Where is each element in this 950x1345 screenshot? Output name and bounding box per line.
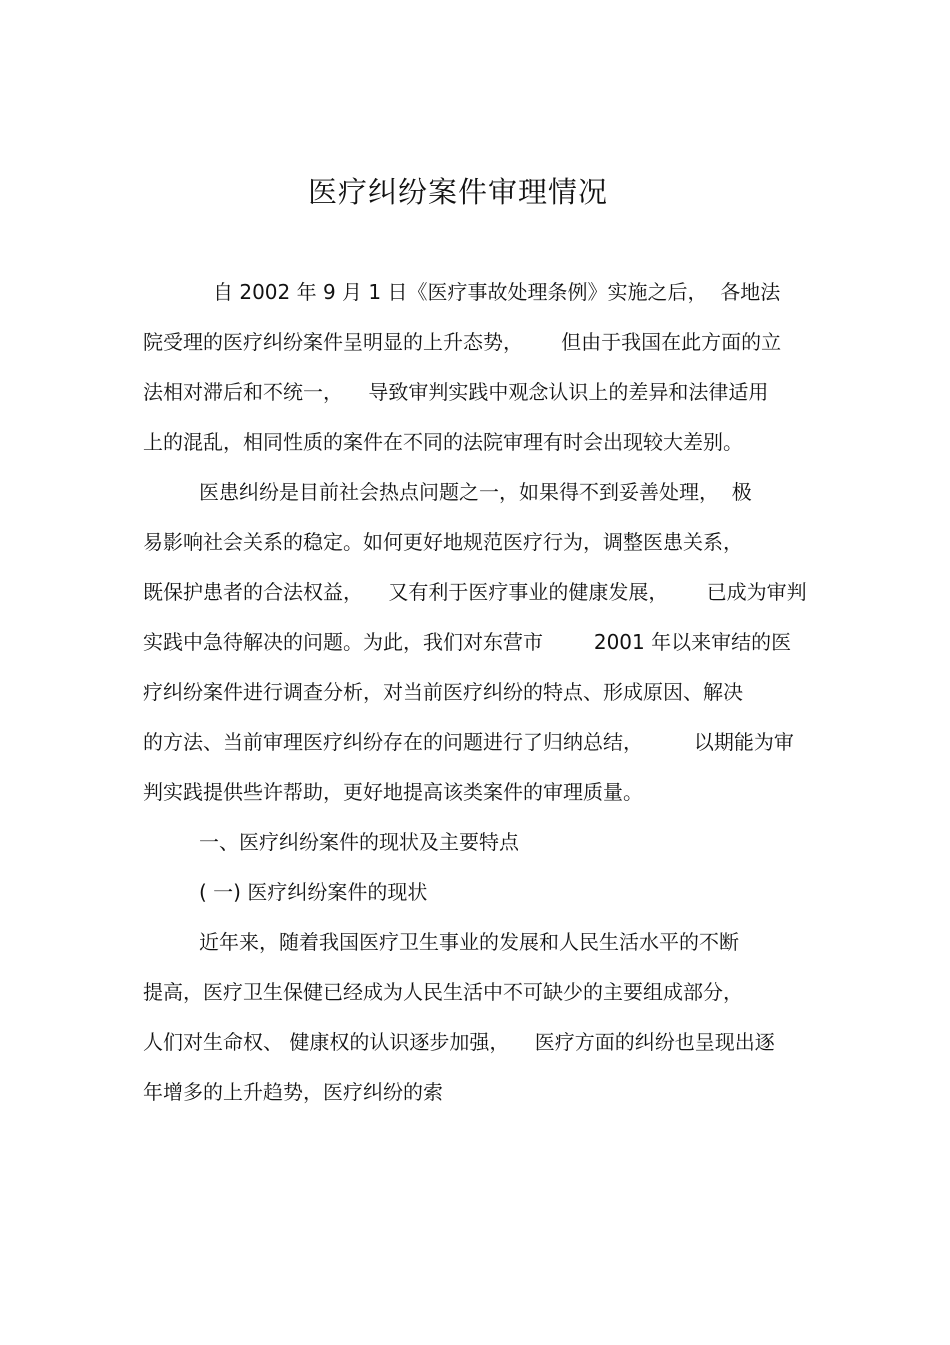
paragraph-line: 实践中急待解决的问题。为此，我们对东营市 2001 年以来审结的医 <box>143 630 792 654</box>
paragraph-line: 医患纠纷是目前社会热点问题之一，如果得不到妥善处理， 极 <box>199 480 752 504</box>
paragraph-line: 既保护患者的合法权益， 又有利于医疗事业的健康发展， 已成为审判 <box>143 580 807 604</box>
paragraph-line: 人们对生命权、 健康权的认识逐步加强， 医疗方面的纠纷也呈现出逐 <box>143 1030 775 1054</box>
paragraph-line: 法相对滞后和不统一， 导致审判实践中观念认识上的差异和法律适用 <box>143 380 769 404</box>
paragraph-line: 的方法、当前审理医疗纠纷存在的问题进行了归纳总结， 以期能为审 <box>143 730 794 754</box>
paragraph-line: 易影响社会关系的稳定。如何更好地规范医疗行为，调整医患关系， <box>143 530 743 554</box>
paragraph-line: 院受理的医疗纠纷案件呈明显的上升态势， 但由于我国在此方面的立 <box>143 330 782 354</box>
paragraph-line: 判实践提供些许帮助，更好地提高该类案件的审理质量。 <box>143 780 643 804</box>
paragraph-line: 提高，医疗卫生保健已经成为人民生活中不可缺少的主要组成部分， <box>143 980 743 1004</box>
document-title: 医疗纠纷案件审理情况 <box>307 175 608 209</box>
paragraph-line: 疗纠纷案件进行调查分析，对当前医疗纠纷的特点、形成原因、解决 <box>143 680 743 704</box>
subsection-heading: ( 一) 医疗纠纷案件的现状 <box>199 880 428 904</box>
paragraph-line: 上的混乱，相同性质的案件在不同的法院审理有时会出现较大差别。 <box>143 430 743 454</box>
paragraph-line: 近年来，随着我国医疗卫生事业的发展和人民生活水平的不断 <box>199 930 739 954</box>
paragraph-line: 年增多的上升趋势，医疗纠纷的索 <box>143 1080 443 1104</box>
section-heading: 一、医疗纠纷案件的现状及主要特点 <box>199 830 519 854</box>
paragraph-line: 自 2002 年 9 月 1 日《医疗事故处理条例》实施之后， 各地法 <box>213 280 781 304</box>
